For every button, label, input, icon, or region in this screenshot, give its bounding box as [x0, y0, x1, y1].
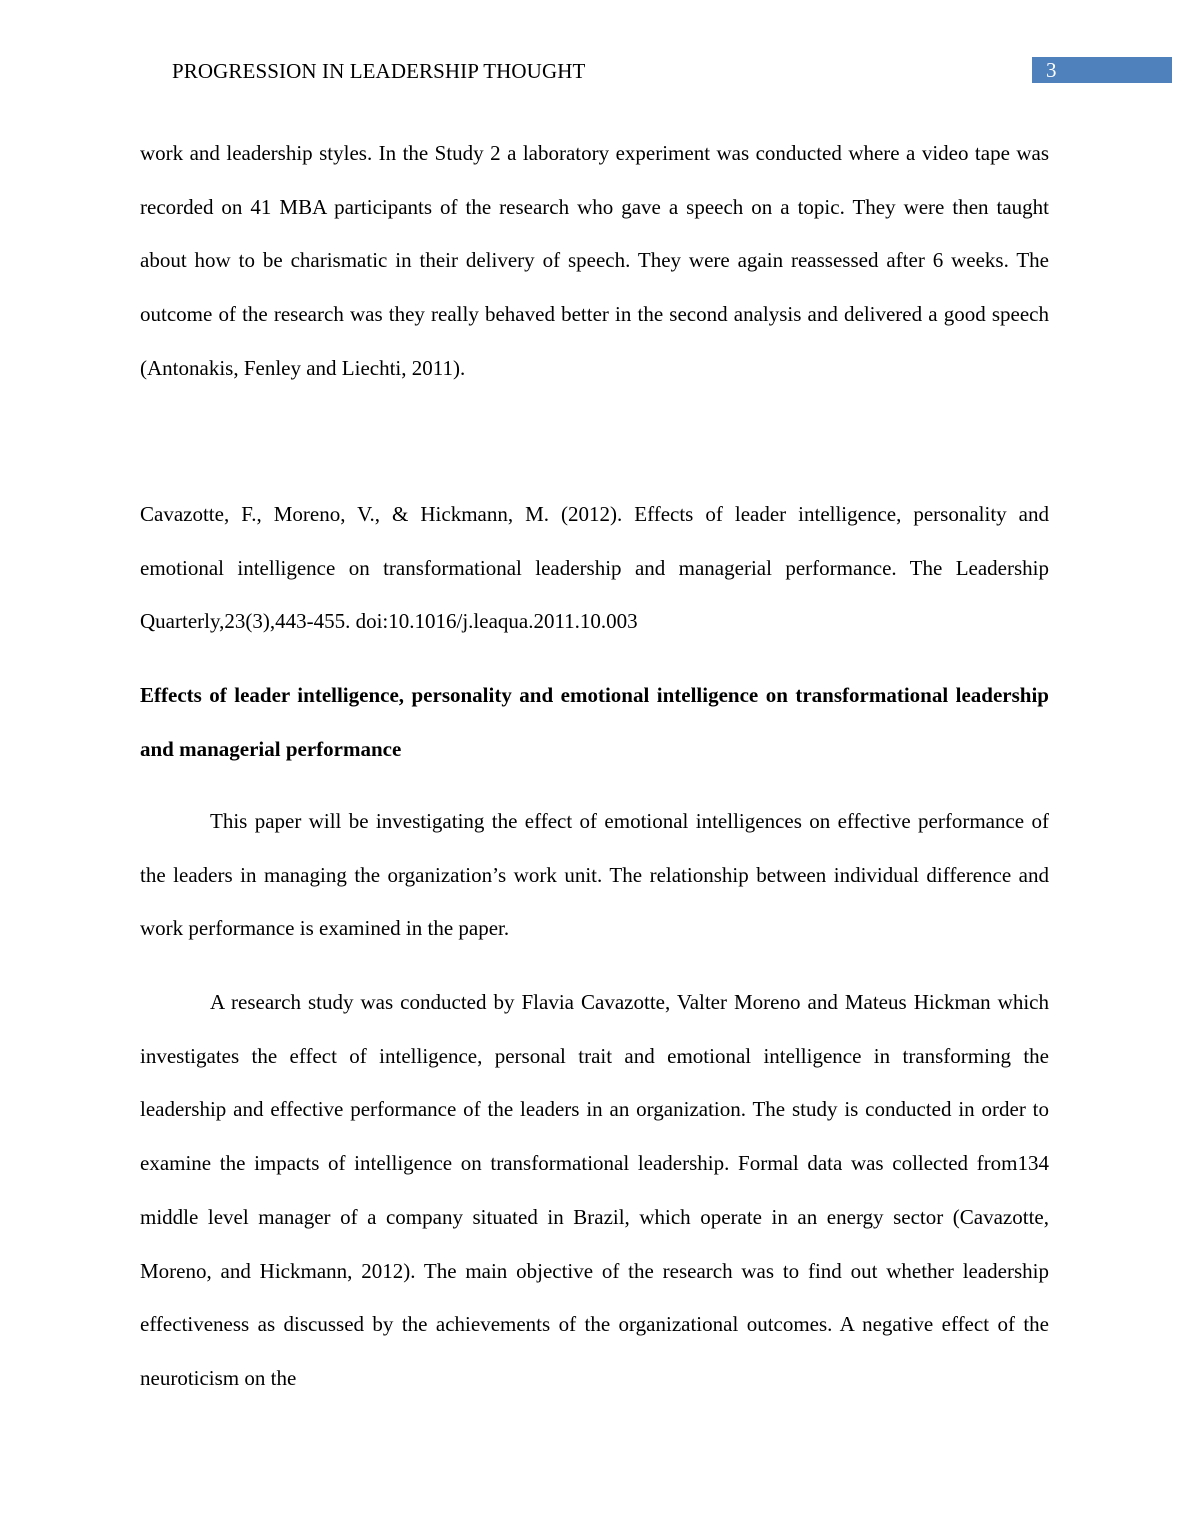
page-number-box	[1032, 57, 1172, 83]
running-head: PROGRESSION IN LEADERSHIP THOUGHT	[172, 59, 586, 83]
continuation-paragraph: work and leadership styles. In the Study 2 a laboratory experiment was conducted where a video tape was recorded on 41 MBA participants of the research who gave a speech on a topic. They were then taught about how to be charismatic in their delivery of speech. They were again reassessed after 6 weeks. The outcome of the research was they really behaved better in the second analysis and delivered a good speech (Antonakis, Fenley and Liechti, 2011).	[140, 141, 1049, 380]
body-paragraph-2: A research study was conducted by Flavia Cavazotte, Valter Moreno and Mateus Hickman which investigates the effect of intelligence, personal trait and emotional intelligence in transforming the leadership and effective performance of the leaders in an organization. The study is conducted in order to examine the impacts of intelligence on transformational leadership. Formal data was collected from134 middle level manager of a company situated in Brazil, which operate in an energy sector (Cavazotte, Moreno, and Hickmann, 2012). The main objective of the research was to find out whether leadership effectiveness as discussed by the achievements of the organizational outcomes. A negative effect of the neuroticism on the	[140, 990, 1049, 1390]
page-header	[0, 0, 1190, 100]
body-paragraph-1: This paper will be investigating the effect of emotional intelligences on effective performance of the leaders in managing the organization’s work unit. The relationship between individual difference and work performance is examined in the paper.	[140, 809, 1049, 941]
page-number: 3	[1046, 58, 1057, 82]
section-heading: Effects of leader intelligence, personality and emotional intelligence on transformational leadership and managerial performance	[140, 683, 1049, 761]
reference-entry: Cavazotte, F., Moreno, V., & Hickmann, M. (2012). Effects of leader intelligence, personality and emotional intelligence on transformational leadership and managerial performance. The Leadership Quarterly,23(3),443-455. doi:10.1016/j.leaqua.2011.10.003	[140, 502, 1049, 634]
